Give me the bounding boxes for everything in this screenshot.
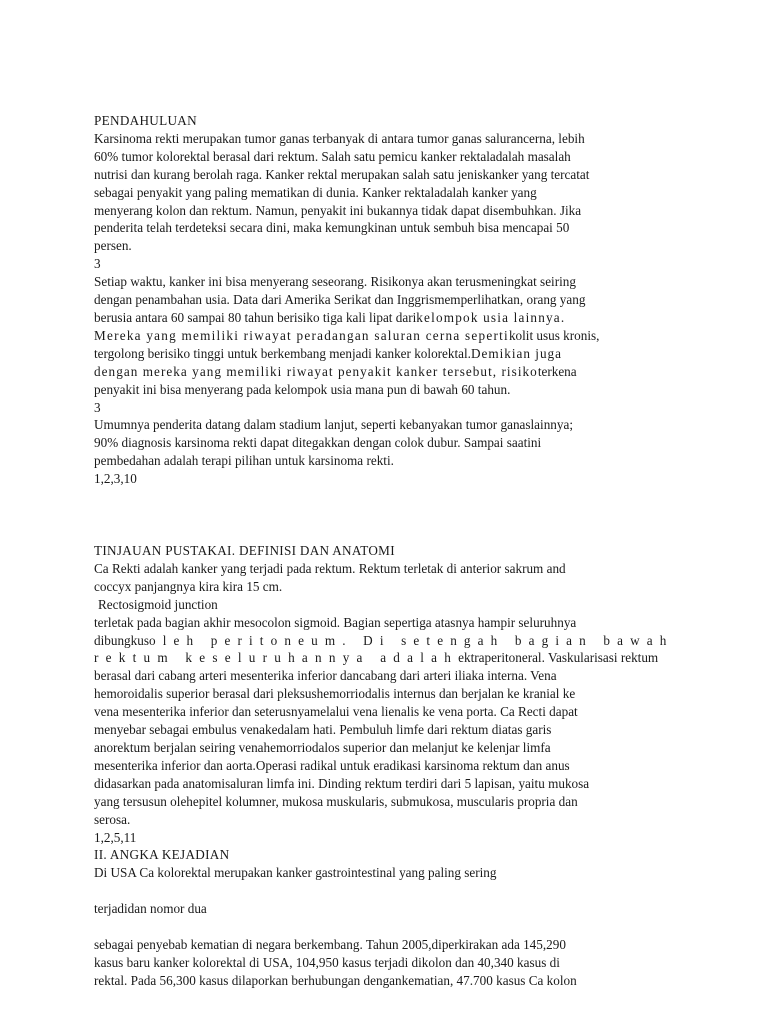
text-line xyxy=(94,327,694,345)
text-fragment: dengan mereka yang memiliki riwayat penyakit kanker tersebut, risiko xyxy=(94,363,538,379)
text-fragment: ektraperitoneral. Vaskularisasi rektum xyxy=(458,650,659,666)
text-line: mesenterika inferior dan aorta.Operasi radikal untuk eradikasi karsinoma rektum dan anus xyxy=(94,757,570,773)
text-line: pembedahan adalah terapi pilihan untuk karsinoma rekti. xyxy=(94,453,394,469)
text-fragment: kolit usus kronis, xyxy=(508,327,600,343)
text-line: terletak pada bagian akhir mesocolon sigmoid. Bagian sepertiga atasnya hampir seluruhnya xyxy=(94,614,577,630)
section-heading-pendahuluan: PENDAHULUAN xyxy=(94,113,197,128)
text-line: menyebar sebagai embulus venakedalam hati. Pembuluh limfe dari rektum diatas garis xyxy=(94,722,552,738)
text-line: 60% tumor kolorektal berasal dari rektum. Salah satu pemicu kanker rektaladalah masalah xyxy=(94,148,571,164)
text-line: nutrisi dan kurang berolah raga. Kanker rektal merupakan salah satu jeniskanker yang tercatat xyxy=(94,166,590,182)
text-fragment: terkena xyxy=(537,363,577,379)
paragraph-intro xyxy=(94,130,694,255)
text-line: terjadidan nomor dua xyxy=(94,901,207,917)
reference-number: 1,2,3,10 xyxy=(94,471,137,487)
text-line: dengan penambahan usia. Data dari Amerika Serikat dan Inggrismemperlihatkan, orang yang xyxy=(94,292,586,308)
text-line: yang tersusun olehepitel kolumner, mukosa muskularis, submukosa, muscularis propria dan xyxy=(94,793,578,809)
text-line xyxy=(94,632,694,650)
text-line xyxy=(94,363,694,381)
paragraph-risk xyxy=(94,273,694,398)
paragraph-definition xyxy=(94,560,694,596)
text-fragment: dibungkus xyxy=(94,632,149,648)
subheading-rectosigmoid: Rectosigmoid junction xyxy=(98,596,218,612)
text-fragment: kelompok usia lainnya. xyxy=(416,309,566,325)
text-line: sebagai penyebab kematian di negara berkembang. Tahun 2005,diperkirakan ada 145,290 xyxy=(94,937,566,953)
text-line: berasal dari cabang arteri mesenterika inferior dancabang dari arteri iliaka interna. Vena xyxy=(94,668,557,684)
document-body xyxy=(94,112,694,990)
text-line: menyerang kolon dan rektum. Namun, penyakit ini bukannya tidak dapat disembuhkan. Jika xyxy=(94,202,582,218)
text-line: didasarkan pada anatomisaluran limfa ini. Dinding rektum terdiri dari 5 lapisan, yaitu mukosa xyxy=(94,775,590,791)
reference-number: 3 xyxy=(94,256,101,272)
text-line: vena mesenterika inferior dan seterusnyamelalui vena lienalis ke vena porta. Ca Recti dapat xyxy=(94,704,578,720)
text-line: coccyx panjangnya kira kira 15 cm. xyxy=(94,578,283,594)
text-fragment: rektum keseluruhannya adalah xyxy=(94,650,459,666)
text-line: rektal. Pada 56,300 kasus dilaporkan berhubungan dengankematian, 47.700 kasus Ca kolon xyxy=(94,972,577,988)
text-line: hemoroidalis superior berasal dari pleksushemorriodalis internus dan berjalan ke kranial ke xyxy=(94,686,576,702)
reference-number: 1,2,5,11 xyxy=(94,829,137,845)
paragraph-diagnosis xyxy=(94,416,694,470)
text-fragment: oleh peritoneum. Di setengah bagian bawah xyxy=(148,632,674,648)
text-line: Umumnya penderita datang dalam stadium lanjut, seperti kebanyakan tumor ganaslainnya; xyxy=(94,417,573,433)
text-fragment: berusia antara 60 sampai 80 tahun berisiko tiga kali lipat dari xyxy=(94,309,417,325)
text-line xyxy=(94,345,694,363)
text-line: persen. xyxy=(94,238,132,254)
text-line: penyakit ini bisa menyerang pada kelompok usia mana pun di bawah 60 tahun. xyxy=(94,381,511,397)
text-line: Di USA Ca kolorektal merupakan kanker gastrointestinal yang paling sering xyxy=(94,865,497,881)
text-line: sebagai penyakit yang paling mematikan di dunia. Kanker rektaladalah kanker yang xyxy=(94,184,537,200)
text-line: penderita telah terdeteksi secara dini, maka kemungkinan untuk sembuh bisa mencapai 50 xyxy=(94,220,570,236)
text-fragment: Demikian juga xyxy=(470,345,562,361)
text-line: kasus baru kanker kolorektal di USA, 104,950 kasus terjadi dikolon dan 40,340 kasus di xyxy=(94,955,560,971)
text-line: Ca Rekti adalah kanker yang terjadi pada rektum. Rektum terletak di anterior sakrum and xyxy=(94,560,566,576)
text-line xyxy=(94,309,694,327)
reference-number: 3 xyxy=(94,399,101,415)
paragraph-incidence xyxy=(94,936,694,990)
text-fragment: Mereka yang memiliki riwayat peradangan saluran cerna seperti xyxy=(94,327,509,343)
text-fragment: tergolong berisiko tinggi untuk berkembang menjadi kanker kolorektal. xyxy=(94,345,471,361)
section-heading-tinjauan-pustaka: TINJAUAN PUSTAKAI. DEFINISI DAN ANATOMI xyxy=(94,543,395,559)
section-heading-angka-kejadian: II. ANGKA KEJADIAN xyxy=(94,847,230,863)
paragraph-anatomy xyxy=(94,614,694,829)
text-line: 90% diagnosis karsinoma rekti dapat ditegakkan dengan colok dubur. Sampai saatini xyxy=(94,435,542,451)
text-line: anorektum berjalan seiring venahemorriodalos superior dan melanjut ke kelenjar limfa xyxy=(94,740,551,755)
text-line xyxy=(94,649,694,667)
text-line: serosa. xyxy=(94,811,131,827)
text-line: Karsinoma rekti merupakan tumor ganas terbanyak di antara tumor ganas salurancerna, lebih xyxy=(94,130,585,146)
text-line: Setiap waktu, kanker ini bisa menyerang seseorang. Risikonya akan terusmeningkat seiring xyxy=(94,274,576,290)
